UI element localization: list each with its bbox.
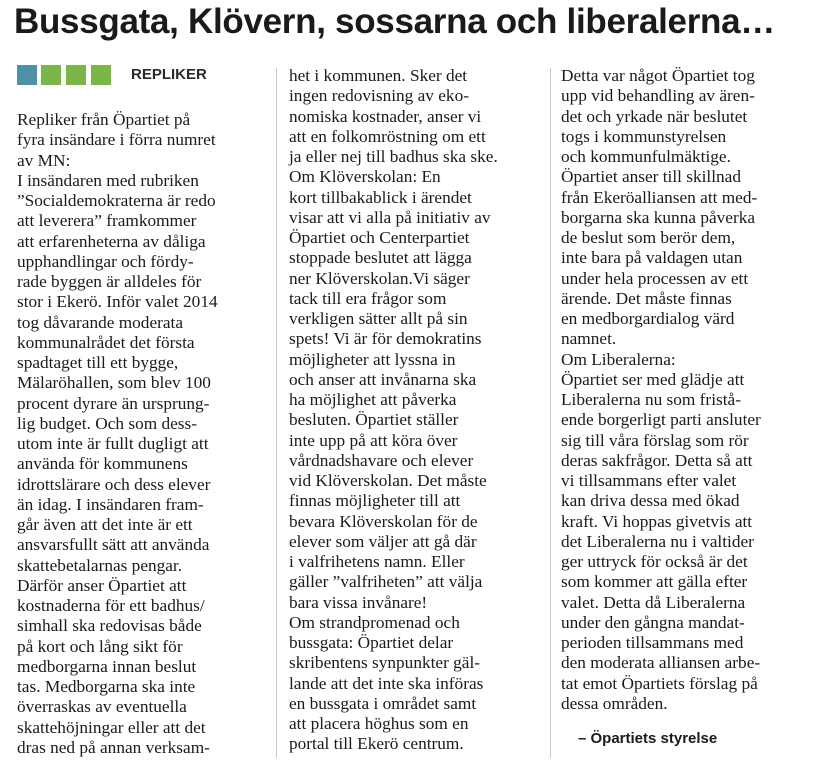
text-line: ärende. Det måste finnas <box>561 288 732 308</box>
color-square-green <box>91 65 111 85</box>
text-line: en medborgardialog värd <box>561 309 735 328</box>
text-line: under den gångna mandat- <box>561 612 745 632</box>
text-line: utom inte är fullt dugligt att <box>17 434 209 453</box>
text-line: Öpartiet och Centerpartiet <box>289 228 470 247</box>
text-line: möjligheter att lyssna in <box>289 349 456 369</box>
text-line: stoppade beslutet att lägga <box>289 248 472 268</box>
text-line: simhall ska redovisas både <box>17 616 202 636</box>
text-line: ende borgerligt parti ansluter <box>561 410 761 430</box>
text-line: ansvarsfullt sätt att använda <box>17 535 210 555</box>
text-line: att erfarenheterna av dåliga <box>17 231 206 251</box>
text-line: besluten. Öpartiet ställer <box>289 410 459 430</box>
text-line: ingen redovisning av eko- <box>289 86 469 106</box>
text-line: Om Liberalerna: <box>561 349 676 369</box>
text-line: deras sakfrågor. Detta så att <box>561 450 753 470</box>
text-line: namnet. <box>561 329 617 349</box>
text-line: ger uttryck för också är det <box>561 552 748 571</box>
text-line: borgarna ska kunna påverka <box>561 207 756 227</box>
text-line: vid Klöverskolan. Det måste <box>289 471 487 490</box>
text-line: procent dyrare än ursprung- <box>17 393 210 413</box>
text-line: de beslut som berör dem, <box>561 228 736 247</box>
text-line: visar att vi alla på initiativ av <box>289 207 491 227</box>
text-line: Öpartiet anser till skillnad <box>561 167 741 187</box>
text-line: stor i Ekerö. Inför valet 2014 <box>17 292 218 312</box>
text-line: upp vid behandling av ären- <box>561 86 755 106</box>
text-line: tas. Medborgarna ska inte <box>17 677 196 696</box>
text-line: skattebetalarnas pengar. <box>17 555 183 575</box>
text-line: att en folkomröstning om ett <box>289 126 486 146</box>
text-line: lig budget. Och som dess- <box>17 413 197 433</box>
text-line: valet. Detta då Liberalerna <box>561 592 746 612</box>
text-line: ha möjlighet att påverka <box>289 390 457 409</box>
text-line: kan driva dessa med ökad <box>561 491 740 511</box>
text-line: bevara Klöverskolan för de <box>289 511 478 531</box>
text-line: inte upp på att köra över <box>289 430 458 450</box>
color-square-blue <box>17 65 37 85</box>
text-line: och anser att invånarna ska <box>289 369 477 389</box>
text-line: elever som väljer att gå där <box>289 531 477 551</box>
text-line: spadtaget till ett bygge, <box>17 353 179 372</box>
text-line: än idag. I insändaren fram- <box>17 494 204 514</box>
text-line: att placera höghus som en <box>289 714 469 733</box>
text-line: Därför anser Öpartiet att <box>17 575 187 595</box>
text-line: Öpartiet ser med glädje att <box>561 369 745 389</box>
text-line: dessa områden. <box>561 693 668 713</box>
text-line: bara vissa invånare! <box>289 592 428 612</box>
text-line: tog dåvarande moderata <box>17 312 184 332</box>
color-square-green <box>66 65 86 85</box>
text-line: en bussgata i området samt <box>289 693 477 713</box>
text-line: kommunalrådet det första <box>17 332 195 352</box>
text-line: i valfrihetens namn. Eller <box>289 552 465 571</box>
text-line: använda för kommunens <box>17 454 188 474</box>
text-line: fyra insändare i förra numret <box>17 130 216 150</box>
text-line: rade byggen är alldeles för <box>17 272 202 291</box>
column-divider <box>550 68 551 758</box>
text-line: inte bara på valdagen utan <box>561 248 743 268</box>
text-line: Liberalerna nu som fristå- <box>561 390 741 409</box>
text-line: idrottslärare och dess elever <box>17 474 211 494</box>
text-line: ner Klöverskolan.Vi säger <box>289 268 470 288</box>
text-line: tat emot Öpartiets förslag på <box>561 673 758 693</box>
text-line: lande att det inte ska införas <box>289 673 484 693</box>
text-line: Mälaröhallen, som blev 100 <box>17 373 211 393</box>
text-line: ”Socialdemokraterna är redo <box>17 191 216 210</box>
text-line: vi tillsammans efter valet <box>561 471 737 490</box>
text-line: Repliker från Öpartiet på <box>17 110 191 129</box>
headline: Bussgata, Klövern, sossarna och liberalerna… <box>14 2 775 41</box>
text-line: det och yrkade när beslutet <box>561 106 748 126</box>
text-line: medborgarna innan beslut <box>17 656 197 676</box>
text-line: Detta var något Öpartiet tog <box>561 66 755 85</box>
text-line: portal till Ekerö centrum. <box>289 734 464 754</box>
text-line: upphandlingar och fördy- <box>17 251 194 271</box>
text-line: överraskas av eventuella <box>17 697 187 717</box>
text-line: från Ekeröalliansen att med- <box>561 187 758 207</box>
text-line: av MN: <box>17 150 71 170</box>
text-line: kraft. Vi hoppas givetvis att <box>561 511 753 531</box>
text-line: verkligen sätter allt på sin <box>289 309 468 328</box>
text-line: togs i kommunstyrelsen <box>561 126 727 146</box>
text-line: ja eller nej till badhus ska ske. <box>289 147 498 166</box>
color-square-green <box>41 65 61 85</box>
text-line: I insändaren med rubriken <box>17 170 199 190</box>
text-line: skribentens synpunkter gäl- <box>289 653 481 673</box>
text-line: att leverera” framkommer <box>17 211 197 231</box>
text-line: den moderata alliansen arbe- <box>561 653 761 673</box>
text-line: på kort och lång sikt för <box>17 636 183 656</box>
text-line: dras ned på annan verksam- <box>17 737 210 757</box>
column-divider <box>276 68 277 758</box>
text-line: nomiska kostnader, anser vi <box>289 106 482 126</box>
text-line: går även att det inte är ett <box>17 515 193 534</box>
text-line: det Liberalerna nu i valtider <box>561 531 754 551</box>
text-line: kostnaderna för ett badhus/ <box>17 596 205 615</box>
text-line: Om Klöverskolan: En <box>289 167 441 187</box>
text-line: gäller ”valfriheten” att välja <box>289 572 483 592</box>
text-line: finnas möjligheter till att <box>289 491 461 511</box>
text-line: som kommer att gälla efter <box>561 572 748 592</box>
text-line: sig till våra förslag som rör <box>561 430 749 450</box>
text-line: spets! Vi är för demokratins <box>289 329 482 349</box>
text-line: vårdnadshavare och elever <box>289 450 474 470</box>
text-line: het i kommunen. Sker det <box>289 66 468 85</box>
text-line: kort tillbakablick i ärendet <box>289 187 472 207</box>
text-line: skattehöjningar eller att det <box>17 717 206 737</box>
text-line: Om strandpromenad och <box>289 612 460 632</box>
signature: – Öpartiets styrelse <box>578 730 718 747</box>
text-line: under hela processen av ett <box>561 268 749 288</box>
section-label: REPLIKER <box>131 66 207 83</box>
text-line: och kommunfulmäktige. <box>561 147 731 166</box>
text-line: perioden tillsammans med <box>561 633 744 652</box>
text-line: tack till era frågor som <box>289 288 447 308</box>
text-line: bussgata: Öpartiet delar <box>289 633 454 652</box>
